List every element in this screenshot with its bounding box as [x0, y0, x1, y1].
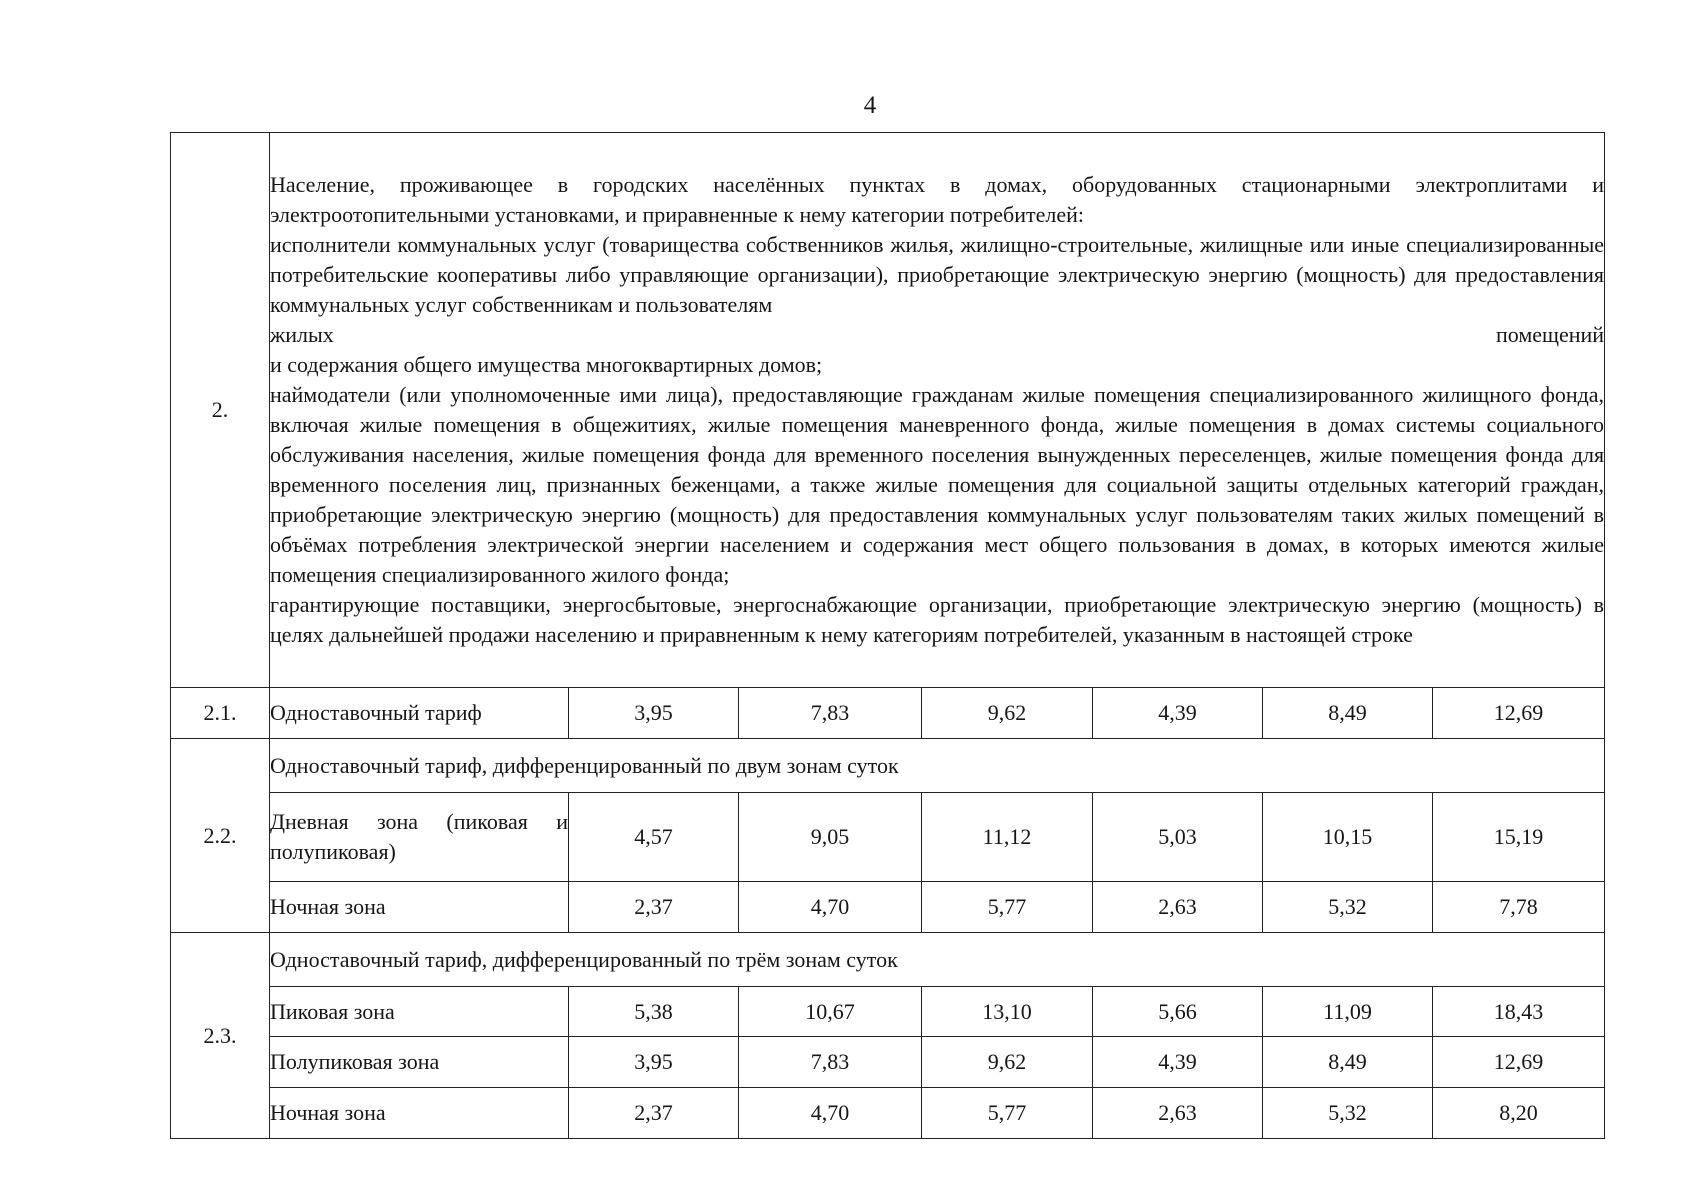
tariff-value: 13,10 — [922, 987, 1093, 1037]
tariff-value: 4,70 — [739, 882, 922, 933]
tariff-value: 12,69 — [1433, 1037, 1605, 1088]
tariff-value: 5,77 — [922, 1088, 1093, 1139]
tariff-value: 2,63 — [1093, 882, 1263, 933]
description-paragraph: наймодатели (или уполномоченные ими лица), предоставляющие гражданам жилые помещения специализированного жилищного фонда, включая жилые помещения в общежитиях, жилые помещения маневренного фонда, жилые помещения в домах системы социального обслуживания населения, жилые помещения фонда для временного поселения вынужденных переселенцев, жилые помещения фонда для временного поселения лиц, признанных беженцами, а также жилые помещения для социальной защиты отдельных категорий граждан, приобретающие электрическую энергию (мощность) для предоставления коммунальных услуг пользователям таких жилых помещений в объёмах потребления электрической энергии населением и содержания мест общего пользования в домах, в которых имеются жилые помещения специализированного жилого фонда; — [270, 382, 1605, 587]
tariff-value: 11,09 — [1263, 987, 1433, 1037]
tariff-label: Ночная зона — [270, 1088, 569, 1139]
description-split-line — [270, 320, 1604, 350]
table-row-2-3-semipeak — [171, 1037, 1605, 1088]
tariff-label: Одноставочный тариф — [270, 688, 569, 739]
tariff-value: 18,43 — [1433, 987, 1605, 1037]
table-row-2-3-heading — [171, 933, 1605, 987]
tariff-value: 9,05 — [739, 793, 922, 882]
row-number-2-3: 2.3. — [171, 933, 270, 1139]
tariff-heading: Одноставочный тариф, дифференцированный по двум зонам суток — [270, 739, 1605, 793]
category-description — [270, 133, 1605, 688]
tariff-label: Пиковая зона — [270, 987, 569, 1037]
table-row-2-3-night — [171, 1088, 1605, 1139]
tariff-value: 7,83 — [739, 1037, 922, 1088]
tariff-value: 4,57 — [569, 793, 739, 882]
tariff-value: 5,66 — [1093, 987, 1263, 1037]
table-row-2-3-peak — [171, 987, 1605, 1037]
tariff-value: 12,69 — [1433, 688, 1605, 739]
tariff-value: 5,32 — [1263, 1088, 1433, 1139]
tariff-value: 8,49 — [1263, 688, 1433, 739]
tariff-value: 5,32 — [1263, 882, 1433, 933]
tariff-value: 4,70 — [739, 1088, 922, 1139]
tariff-value: 2,37 — [569, 1088, 739, 1139]
split-line-left: жилых — [270, 322, 334, 347]
row-number-2: 2. — [171, 133, 270, 688]
description-paragraph: исполнители коммунальных услуг (товарищества собственников жилья, жилищно-строительные, жилищные или иные специализированные потребительские кооперативы либо управляющие организации), приобретающие электрическую энергию (мощность) для предоставления коммунальных услуг собственникам и пользователям — [270, 232, 1605, 317]
description-paragraph: Население, проживающее в городских населённых пунктах в домах, оборудованных стационарными электроплитами и электроотопительными установками, и приравненные к нему категории потребителей: — [270, 172, 1605, 227]
tariff-value: 9,62 — [922, 1037, 1093, 1088]
table-row-2-1 — [171, 688, 1605, 739]
table-row-2-2-heading — [171, 739, 1605, 793]
table-row-2-2-night — [171, 882, 1605, 933]
tariff-value: 15,19 — [1433, 793, 1605, 882]
tariff-value: 4,39 — [1093, 1037, 1263, 1088]
tariff-value: 5,38 — [569, 987, 739, 1037]
row-number-2-1: 2.1. — [171, 688, 270, 739]
tariff-value: 10,67 — [739, 987, 922, 1037]
tariff-value: 4,39 — [1093, 688, 1263, 739]
page-number: 4 — [863, 92, 877, 119]
description-paragraph: гарантирующие поставщики, энергосбытовые, энергоснабжающие организации, приобретающие электрическую энергию (мощность) в целях дальнейшей продажи населению и приравненным к нему категориям потребителей, указанным в настоящей строке — [270, 592, 1605, 647]
row-number-2-2: 2.2. — [171, 739, 270, 933]
tariff-value: 8,20 — [1433, 1088, 1605, 1139]
tariff-value: 7,78 — [1433, 882, 1605, 933]
tariff-value: 9,62 — [922, 688, 1093, 739]
table-row-2 — [171, 133, 1605, 688]
tariff-value: 5,77 — [922, 882, 1093, 933]
tariff-value: 2,63 — [1093, 1088, 1263, 1139]
tariff-table — [170, 132, 1605, 1139]
description-paragraph: и содержания общего имущества многоквартирных домов; — [270, 352, 823, 377]
tariff-label: Полупиковая зона — [270, 1037, 569, 1088]
tariff-value: 2,37 — [569, 882, 739, 933]
tariff-value: 5,03 — [1093, 793, 1263, 882]
tariff-heading: Одноставочный тариф, дифференцированный по трём зонам суток — [270, 933, 1605, 987]
tariff-label: Дневная зона (пиковая и полупиковая) — [270, 793, 569, 882]
tariff-label: Ночная зона — [270, 882, 569, 933]
tariff-value: 8,49 — [1263, 1037, 1433, 1088]
tariff-value: 7,83 — [739, 688, 922, 739]
tariff-value: 11,12 — [922, 793, 1093, 882]
tariff-value: 10,15 — [1263, 793, 1433, 882]
tariff-value: 3,95 — [569, 688, 739, 739]
split-line-right: помещений — [1495, 322, 1605, 347]
table-row-2-2-day — [171, 793, 1605, 882]
tariff-value: 3,95 — [569, 1037, 739, 1088]
